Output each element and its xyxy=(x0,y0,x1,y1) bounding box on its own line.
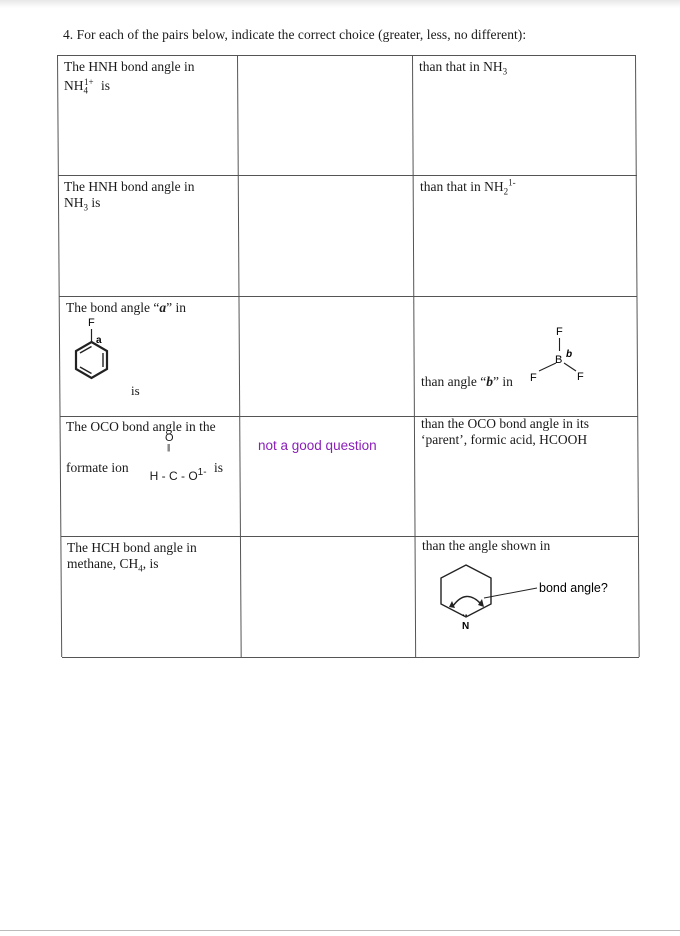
formate-double-bond: || xyxy=(167,443,170,452)
table-border-top xyxy=(57,55,636,56)
fluorine-top-label: F xyxy=(556,326,563,338)
fluorine-atom-label: F xyxy=(88,317,95,329)
handwritten-answer: not a good question xyxy=(258,438,377,453)
row1-left-prompt: The HNH bond angle in $NH_4^{1+}$ is xyxy=(64,59,195,96)
b-f-bond xyxy=(539,363,556,371)
formate-oxygen-label: O xyxy=(165,432,174,444)
table-border-left xyxy=(57,55,62,657)
question-text: 4. For each of the pairs below, indicate the correct choice (greater, less, no different): xyxy=(63,27,527,42)
row3-left-is: is xyxy=(131,383,140,398)
column-divider xyxy=(412,55,416,657)
bond-angle-label: bond angle? xyxy=(539,581,608,595)
row4-right-comparison: than the OCO bond angle in its ‘parent’, formic acid, HCOOH xyxy=(421,416,589,447)
row3-right-comparison: than angle “b” in xyxy=(421,374,513,389)
scan-shade xyxy=(0,0,680,8)
row2-right-comparison: than that in $NH_2^{1-}$ xyxy=(420,177,516,197)
row4-left-is: is xyxy=(214,460,224,475)
lone-pair-dots: .. xyxy=(462,608,468,619)
column-divider xyxy=(237,55,242,657)
row-divider xyxy=(61,536,639,537)
fluorine-right-label: F xyxy=(577,371,584,383)
angle-a-label: a xyxy=(96,335,102,346)
row2-left-prompt: The HNH bond angle in $NH_3$ is xyxy=(64,179,195,213)
pyridine-structure xyxy=(436,560,626,635)
angle-b-label: b xyxy=(566,349,573,360)
row-divider xyxy=(58,175,637,176)
row4-left-formate-label: formate ion xyxy=(66,460,129,475)
nitrogen-atom-label: N xyxy=(462,621,470,632)
fluorobenzene-structure xyxy=(68,314,116,390)
formate-structure: H - C - $O^{1-}$ xyxy=(149,467,207,483)
b-f-bond xyxy=(564,363,576,371)
row3-left-prompt: The bond angle “a” in xyxy=(66,300,186,315)
row1-right-comparison: than that in $NH_3$ xyxy=(419,59,508,77)
angle-arc xyxy=(453,596,481,606)
row4-left-prompt: The OCO bond angle in the xyxy=(66,419,216,434)
fluorine-left-label: F xyxy=(530,372,537,384)
arc-arrowhead xyxy=(478,599,484,607)
bf3-structure xyxy=(526,324,596,384)
row5-right-comparison: than the angle shown in xyxy=(422,538,551,553)
row-divider xyxy=(59,296,637,297)
scan-edge xyxy=(0,930,680,931)
table-border-right xyxy=(635,55,640,657)
pointer-line xyxy=(484,588,537,598)
table-border-bottom xyxy=(62,657,639,658)
boron-atom-label: B xyxy=(555,354,563,366)
row5-left-prompt: The HCH bond angle in methane, $CH_4$, is xyxy=(67,540,197,574)
